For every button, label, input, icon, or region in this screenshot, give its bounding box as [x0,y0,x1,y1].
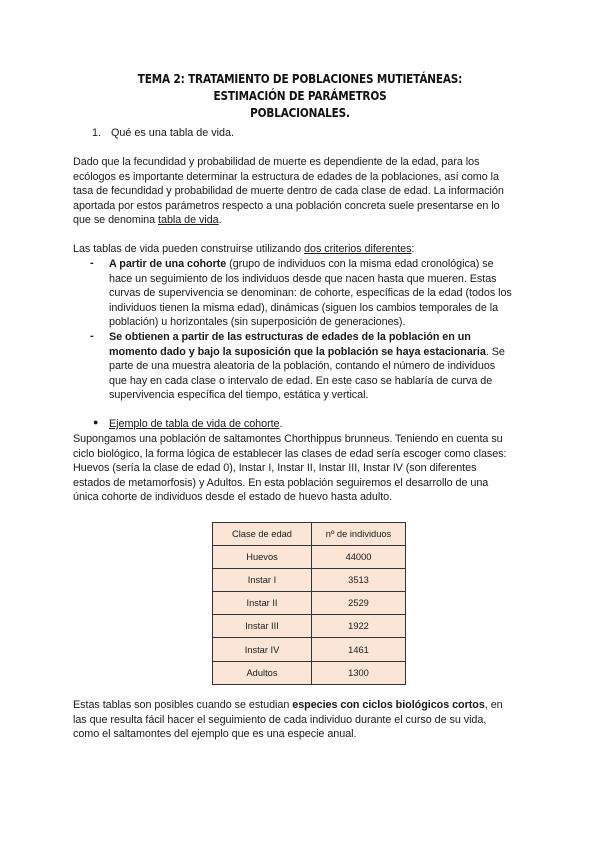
text-line: población) u horizontales (sin superposición de generaciones). [109,316,406,329]
dash-bullet: - [90,330,94,342]
table-cell: Instar I [213,569,312,592]
text-line: única cohorte de individuos desde el estado de huevo hasta adulto. [73,491,393,504]
paragraph-criteria [73,242,533,257]
table-row [213,661,406,684]
item-text: Qué es una tabla de vida. [111,127,235,139]
table-row [213,638,406,661]
text-span: . [218,214,222,227]
criteria-link: dos criterios diferentes [304,243,412,255]
paragraph-intro [73,155,533,228]
bold-line: Se obtienen a partir de las estructuras de edades de la población en un [109,331,471,343]
text-line: parte de una muestra aleatoria de la población, contando el número de individuos [109,360,496,373]
text-line: individuos tienen la misma edad), dinámicas (siguen los cambios temporales de la [109,301,499,314]
text-span: Estas tablas son posibles cuando se estudian [73,699,293,711]
table-header: Clase de edad [213,523,312,546]
bold-term: especies con ciclos biológicos cortos [292,699,485,711]
criterion-cohort [109,257,529,330]
text-line: como el saltamontes del ejemplo que es una especie anual. [73,728,357,741]
text-line [109,345,529,360]
text-span: que se denomina [73,214,159,227]
table-cell: 3513 [312,569,406,592]
text-line: ciclo biológico, la forma lógica de establecer las clases de edad sería escoger como clases: [73,447,507,460]
paragraph-final [73,698,533,742]
text-line: supervivencia específica del tiempo, estática y vertical. [109,389,369,402]
title-line-2: POBLACIONALES. [250,106,350,120]
bold-term: momento dado y bajo la suposición que la población se haya estacionaria [109,345,486,358]
table-cell: Instar IV [213,638,312,661]
text-line: Dado que la fecundidad y probabilidad de muerte es dependiente de la edad, para los [73,156,480,168]
table-cell: 2529 [312,592,406,615]
table-row [213,569,406,592]
bold-term: A partir de una cohorte [109,258,227,270]
text-line: las que resulta fácil hacer el seguimiento de cada individuo durante el curso de su vida, [73,713,487,726]
numbered-item [92,127,234,139]
example-link: Ejemplo de tabla de vida de cohorte [109,418,280,430]
title-line-1: TEMA 2: TRATAMIENTO DE POBLACIONES MUTIETÁNEAS: ESTIMACIÓN DE PARÁMETROS [137,72,463,103]
paragraph-example [73,432,533,505]
tabla-de-vida-link: tabla de vida [158,214,219,227]
table-cell: 1461 [312,638,406,661]
text-line: hace un seguimiento de los individuos desde que nacen hasta que mueren. Estas [109,272,497,285]
table-row [213,592,406,615]
criterion-structure [109,330,529,403]
table-cell: Adultos [213,661,312,684]
text-span: , en [484,699,503,711]
text-line: estados de metamorfosis) y Adultos. En esta población seguiremos el desarrollo de una [73,476,489,489]
page-title [119,71,480,122]
text-line [109,257,529,272]
table-row [213,615,406,638]
text-span: (grupo de individuos con la misma edad cronológica) se [226,258,494,270]
text-line: Huevos (sería la clase de edad 0), Instar I, Instar II, Instar III, Instar IV (son diferentes [73,462,477,475]
text-line: Supongamos una población de saltamontes Chorthippus brunneus. Teniendo en cuenta su [73,433,503,445]
table-cell: Instar III [213,615,312,638]
text-span: . [279,418,283,430]
table-header-row [213,523,406,546]
example-heading [109,417,569,432]
life-table [212,522,406,685]
text-line [73,698,533,713]
table-row [213,546,406,569]
table-cell: Huevos [213,546,312,569]
text-span: . Se [485,345,505,358]
round-bullet: ● [93,417,99,427]
item-number: 1. [92,127,102,139]
text-line: ecólogos es importante determinar la estructura de edades de la poblaciones, así como la [73,170,499,183]
text-line: curvas de supervivencia se denominan: de cohorte, específicas de la edad (todos los [109,287,512,300]
table-cell: 44000 [312,546,406,569]
dash-bullet: - [90,257,94,269]
text-span: : [411,243,415,255]
text-line: tasa de fecundidad y probabilidad de muerte dentro de cada clase de edad. La información [73,185,504,198]
text-line [73,213,533,228]
text-line: aportada por estos parámetros respecto a una población concreta suele presentarse en lo [73,199,500,212]
text-span: Las tablas de vida pueden construirse utilizando [73,243,305,255]
text-line: que hay en cada clase o intervalo de edad. En este caso se hablaría de curva de [109,374,493,387]
table-cell: 1300 [312,661,406,684]
table-cell: 1922 [312,615,406,638]
table-cell: Instar II [213,592,312,615]
table-header: nº de individuos [312,523,406,546]
